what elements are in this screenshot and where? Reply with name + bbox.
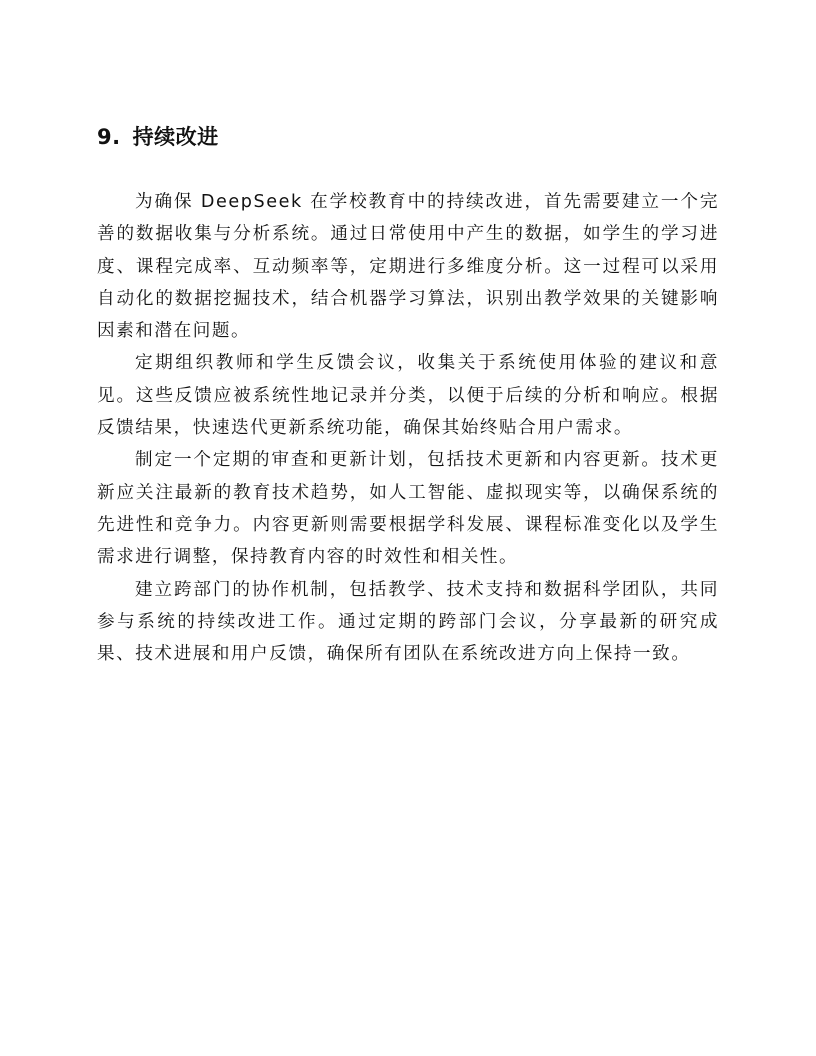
paragraph-feedback: 定期组织教师和学生反馈会议，收集关于系统使用体验的建议和意见。这些反馈应被系统性地记录并分类，以便于后续的分析和响应。根据反馈结果，快速迭代更新系统功能，确保其始终贴合用户需求。 bbox=[97, 353, 719, 439]
paragraph-collaboration: 建立跨部门的协作机制，包括教学、技术支持和数据科学团队，共同参与系统的持续改进工作。通过定期的跨部门会议，分享最新的研究成果、技术进展和用户反馈，确保所有团队在系统改进方向上保持一致。 bbox=[97, 579, 719, 665]
section-title: 持续改进 bbox=[132, 125, 219, 149]
section-heading bbox=[97, 121, 219, 153]
section-number: 9. bbox=[97, 125, 121, 149]
section-body bbox=[97, 186, 719, 670]
paragraph-data-analysis: 为确保 DeepSeek 在学校教育中的持续改进，首先需要建立一个完善的数据收集与分析系统。通过日常使用中产生的数据，如学生的学习进度、课程完成率、互动频率等，定期进行多维度分析。这一过程可以采用自动化的数据挖掘技术，结合机器学习算法，识别出教学效果的关键影响因素和潜在问题。 bbox=[97, 192, 719, 342]
paragraph-update-plan: 制定一个定期的审查和更新计划，包括技术更新和内容更新。技术更新应关注最新的教育技术趋势，如人工智能、虚拟现实等，以确保系统的先进性和竞争力。内容更新则需要根据学科发展、课程标准变化以及学生需求进行调整，保持教育内容的时效性和相关性。 bbox=[97, 450, 719, 568]
